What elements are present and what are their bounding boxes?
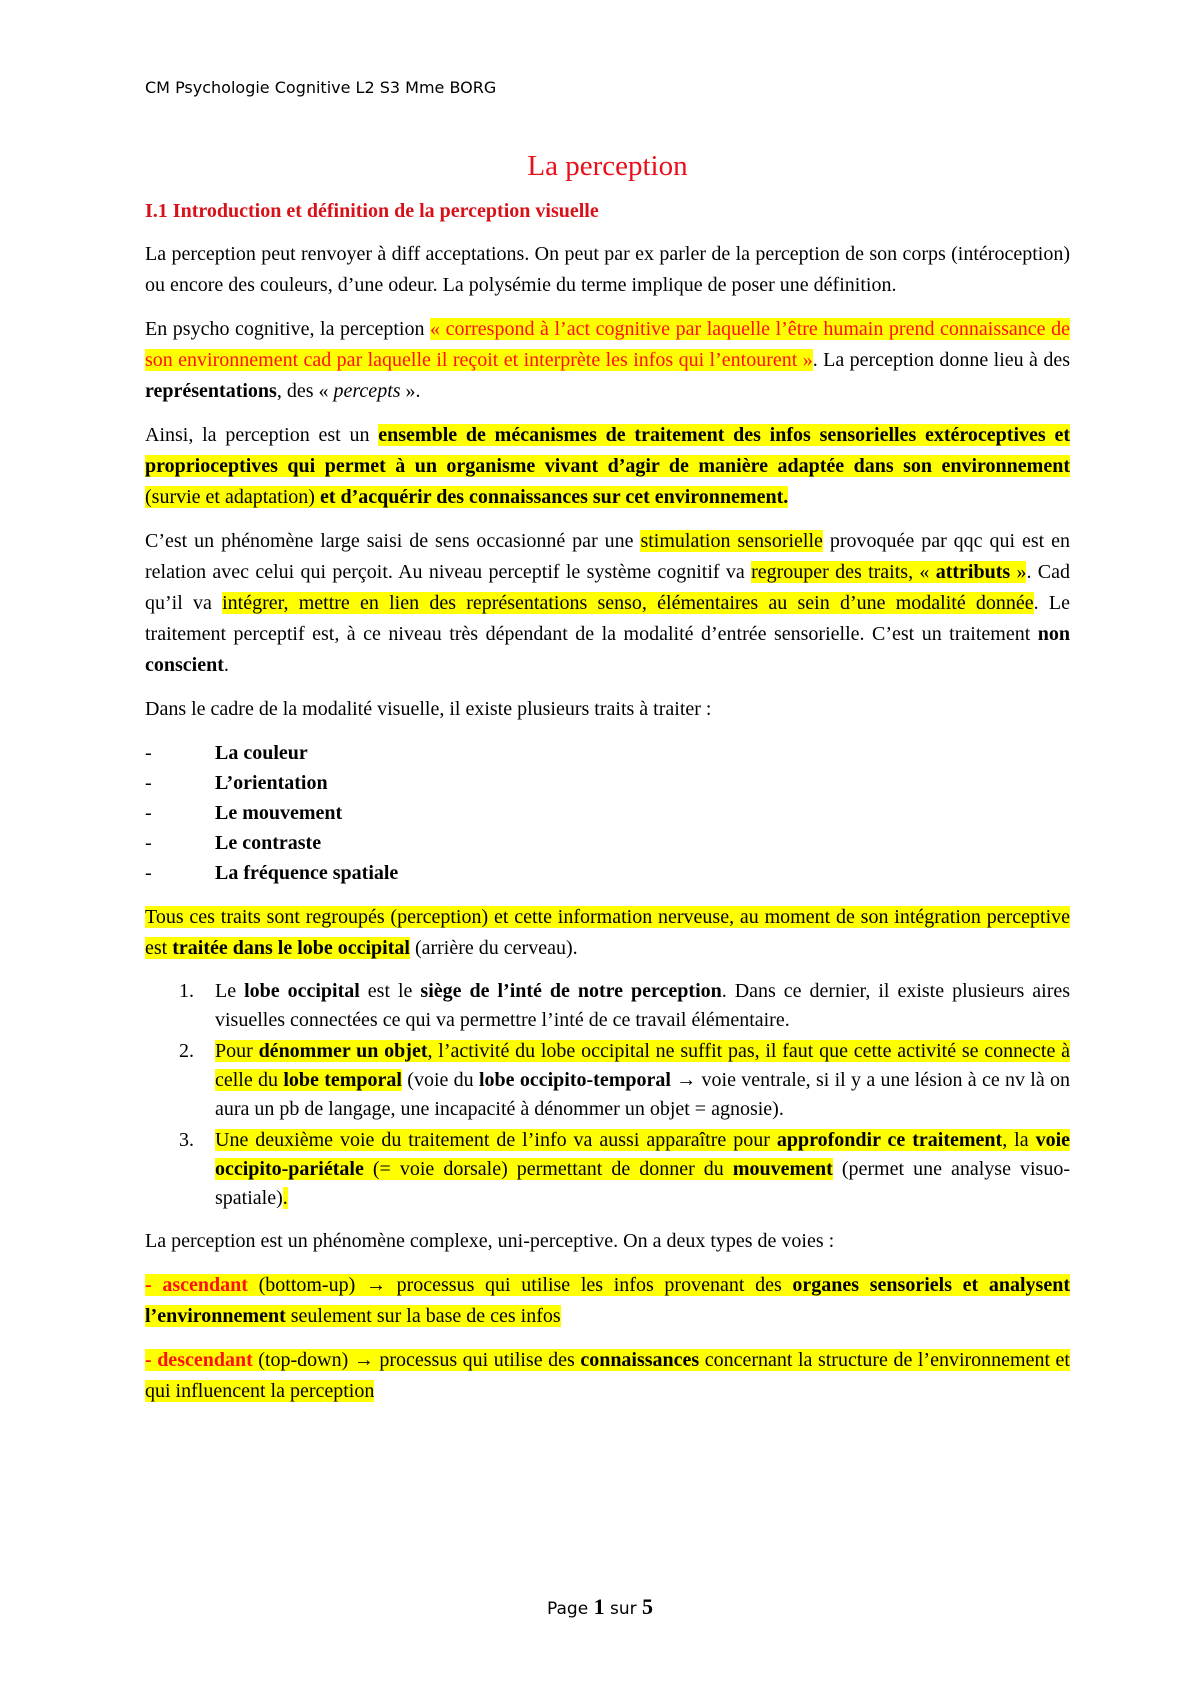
list-item: - Le mouvement xyxy=(145,802,343,824)
numbered-list xyxy=(145,977,1070,1213)
list-item: - Le contraste xyxy=(145,832,322,854)
list-item: - L’orientation xyxy=(145,772,328,794)
arrow-icon: → xyxy=(353,1349,374,1371)
arrow-icon: → xyxy=(670,1069,702,1091)
page-number: 1 xyxy=(593,1594,605,1619)
paragraph-ascendant: - ascendant (bottom-up) → processus qui utilise les infos provenant des organes sensoriels et analysent l’environnement seulement sur la base de ces infos xyxy=(145,1274,1070,1327)
paragraph-modalite: Dans le cadre de la modalité visuelle, il existe plusieurs traits à traiter : xyxy=(145,698,712,720)
list-item: 2. Pour dénommer un objet, l’activité du lobe occipital ne suffit pas, il faut que cette activité se connecte à celle du lobe temporal (voie du lobe occipito-temporal → voie ventrale, si il y a une lésion à ce nv là on aura un pb de langage, une incapacité à dénommer un objet = agnosie). xyxy=(179,1040,1071,1120)
paragraph-definition: En psycho cognitive, la perception « correspond à l’act cognitive par laquelle l’être humain prend connaissance de son environnement cad par laquelle il reçoit et interprète les infos qui l’entourent ». La perception donne lieu à des représentations, des « percepts ». xyxy=(145,318,1071,402)
list-item: 3. Une deuxième voie du traitement de l’info va aussi apparaître pour approfondir ce traitement, la voie occipito-pariétale (= voie dorsale) permettant de donner du mouvement (permet une analyse visuo-spatiale). xyxy=(179,1129,1070,1209)
list-item: - La fréquence spatiale xyxy=(145,862,399,884)
definition-quote: « correspond à l’act cognitive par laquelle l’être humain prend connaissance de son environnement cad par laquelle il reçoit et interprète les infos qui l’entourent » xyxy=(145,318,1071,371)
paragraph-lobe: Tous ces traits sont regroupés (perception) et cette information nerveuse, au moment de son intégration perceptive est traitée dans le lobe occipital (arrière du cerveau). xyxy=(145,906,1070,959)
arrow-icon: → xyxy=(365,1274,386,1296)
page-header: CM Psychologie Cognitive L2 S3 Mme BORG xyxy=(145,78,497,97)
document-body xyxy=(145,146,1070,1420)
paragraph-phenomene: C’est un phénomène large saisi de sens occasionné par une stimulation sensorielle provoquée par qqc qui est en relation avec celui qui perçoit. Au niveau perceptif le système cognitif va regrouper des traits, « attributs ». Cad qu’il va intégrer, mettre en lien des représentations senso, élémentaires au sein d’une modalité donnée. Le traitement perceptif est, à ce niveau très dépendant de la modalité d’entrée sensorielle. C’est un traitement non conscient. xyxy=(145,530,1071,676)
section-heading: I.1 Introduction et définition de la perception visuelle xyxy=(145,200,599,222)
traits-list xyxy=(145,738,1070,888)
page-title: La perception xyxy=(527,150,688,182)
page-footer: Page 1 sur 5 xyxy=(547,1594,653,1619)
paragraph-ainsi: Ainsi, la perception est un ensemble de mécanismes de traitement des infos sensorielles extéroceptives et proprioceptives qui permet à un organisme vivant d’agir de manière adaptée dans son environnement (survie et adaptation) et d’acquérir des connaissances sur cet environnement. xyxy=(145,424,1070,508)
list-item: 1. Le lobe occipital est le siège de l’inté de notre perception. Dans ce dernier, il existe plusieurs aires visuelles connectées ce qui va permettre l’inté de ce travail élémentaire. xyxy=(179,980,1071,1031)
paragraph-intro: La perception peut renvoyer à diff acceptations. On peut par ex parler de la perception de son corps (intéroception) ou encore des couleurs, d’une odeur. La polysémie du terme implique de poser une définition. xyxy=(145,243,1070,296)
paragraph-voies: La perception est un phénomène complexe, uni-perceptive. On a deux types de voies : xyxy=(145,1230,835,1252)
list-item: - La couleur xyxy=(145,742,308,764)
paragraph-descendant: - descendant (top-down) → processus qui utilise des connaissances concernant la structure de l’environnement et qui influencent la perception xyxy=(145,1349,1070,1402)
page-total: 5 xyxy=(642,1594,653,1619)
